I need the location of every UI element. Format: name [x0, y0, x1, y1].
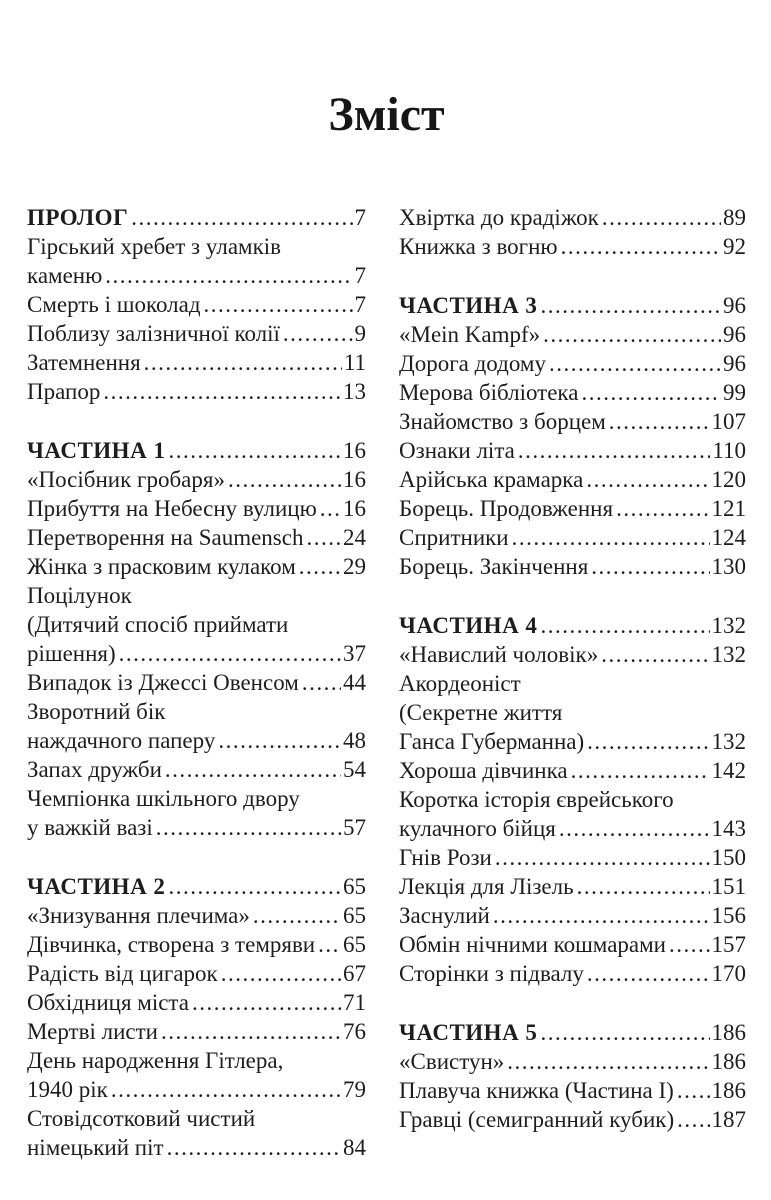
toc-entry	[399, 378, 746, 407]
toc-entry-line	[399, 1047, 746, 1076]
toc-page-number: 130	[711, 554, 746, 579]
toc-page-number: 157	[711, 932, 746, 957]
toc-page-number: 132	[711, 613, 746, 638]
toc-page-number: 96	[723, 322, 746, 347]
dot-leader	[167, 1133, 341, 1162]
toc-page-number: 132	[711, 729, 746, 754]
toc-entry-label: Випадок із Джессі Овенсом	[27, 670, 299, 695]
page-title: Зміст	[328, 88, 445, 141]
toc-entry-label: Перетворення на Saumensch	[27, 525, 304, 550]
dot-leader	[601, 640, 709, 669]
toc-page-number: 170	[711, 961, 746, 986]
toc-entry	[27, 581, 366, 668]
toc-entry	[27, 1046, 366, 1104]
toc-entry-label: Хвіртка до крадіжок	[399, 205, 599, 230]
toc-entry	[399, 523, 746, 552]
toc-entry-label: німецький піт	[27, 1135, 164, 1160]
toc-page-number: 121	[711, 496, 746, 521]
toc-chapter-entry	[27, 203, 366, 232]
toc-entry	[399, 669, 746, 756]
dot-leader	[228, 465, 341, 494]
toc-entry-label: Дівчинка, створена з темряви	[27, 932, 316, 957]
dot-leader	[306, 523, 341, 552]
toc-entry	[27, 1017, 366, 1046]
toc-entry-line	[27, 755, 366, 784]
toc-page-number: 186	[711, 1078, 746, 1103]
toc-entry-line	[399, 756, 746, 785]
toc-entry-label: Прапор	[27, 379, 101, 404]
toc-entry-label: Затемнення	[27, 350, 141, 375]
dot-leader	[602, 203, 721, 232]
dot-leader	[591, 552, 709, 581]
toc-entry-text-line: Поцілунок	[27, 583, 132, 608]
toc-entry-label: у важкій вазі	[27, 815, 153, 840]
toc-entry-label: Гнів Рози	[399, 845, 492, 870]
toc-entry	[27, 523, 366, 552]
toc-entry-label: каменю	[27, 263, 103, 288]
toc-entry-text-line: Зворотний бік	[27, 699, 166, 724]
toc-entry-text-line: Гірський хребет з уламків	[27, 234, 282, 259]
toc-entry	[399, 785, 746, 843]
toc-page-number: 37	[343, 641, 366, 666]
toc-entry-line	[27, 261, 366, 290]
dot-leader	[677, 1105, 709, 1134]
toc-entry-line	[399, 930, 746, 959]
toc-entry-label: «Посібник гробаря»	[27, 467, 225, 492]
toc-entry-line	[399, 436, 746, 465]
toc-chapter-entry	[27, 872, 366, 901]
toc-entry-text-line: Акордеоніст	[399, 671, 521, 696]
toc-entry-label: Жінка з прасковим кулаком	[27, 554, 296, 579]
dot-leader	[105, 261, 352, 290]
toc-entry-line	[399, 1105, 746, 1134]
toc-entry	[27, 552, 366, 581]
toc-entry-line	[399, 1018, 746, 1047]
toc-page-number: 96	[723, 293, 746, 318]
toc-page-number: 186	[711, 1049, 746, 1074]
toc-section	[399, 1018, 746, 1134]
dot-leader	[221, 959, 341, 988]
dot-leader	[677, 1076, 710, 1105]
dot-leader	[549, 349, 721, 378]
dot-leader	[559, 814, 710, 843]
toc-section	[399, 291, 746, 581]
dot-leader	[302, 668, 341, 697]
dot-leader	[320, 494, 341, 523]
toc-entry	[27, 348, 366, 377]
toc-page-number: 92	[723, 234, 746, 259]
dot-leader	[571, 756, 710, 785]
toc-entry-line	[27, 813, 366, 842]
toc-page-number: 11	[343, 350, 366, 375]
dot-leader	[161, 1017, 341, 1046]
toc-entry	[399, 494, 746, 523]
toc-entry-line	[399, 465, 746, 494]
toc-entry	[399, 203, 746, 232]
toc-entry-text-line: День народження Гітлера,	[27, 1048, 284, 1073]
toc-entry	[399, 349, 746, 378]
toc-entry-line	[399, 523, 746, 552]
dot-leader	[581, 378, 721, 407]
toc-entry-line	[27, 988, 366, 1017]
dot-leader	[318, 930, 341, 959]
toc-entry-line	[27, 930, 366, 959]
toc-entry-line	[399, 291, 746, 320]
toc-entry-line	[399, 407, 746, 436]
toc-entry-label: Поблизу залізничної колії	[27, 321, 280, 346]
toc-entry	[399, 465, 746, 494]
toc-entry-label: Хороша дівчинка	[399, 758, 568, 783]
toc-entry-line	[399, 640, 746, 669]
toc-page-number: 186	[711, 1020, 746, 1045]
toc-page-number: 16	[343, 496, 366, 521]
toc-entry-line	[399, 727, 746, 756]
toc-entry	[399, 756, 746, 785]
toc-entry-label: Дорога додому	[399, 351, 546, 376]
toc-entry-label: «Навислий чоловік»	[399, 642, 599, 667]
toc-entry-line	[27, 552, 366, 581]
dot-leader	[495, 843, 710, 872]
toc-page-number: 7	[354, 205, 366, 230]
toc-entry-line	[27, 1075, 366, 1104]
toc-entry-label: Лекція для Лізель	[399, 874, 574, 899]
toc-entry-label: Книжка з вогню	[399, 234, 558, 259]
toc-entry-label: Гравці (семигранний кубик)	[399, 1107, 675, 1132]
dot-leader	[507, 1047, 709, 1076]
toc-entry-line	[399, 203, 746, 232]
toc-entry	[27, 465, 366, 494]
dot-leader	[540, 291, 721, 320]
toc-entry	[399, 1076, 746, 1105]
toc-entry-line	[27, 872, 366, 901]
dot-leader	[156, 813, 341, 842]
toc-entry-line	[399, 872, 746, 901]
toc-page-number: 24	[343, 525, 366, 550]
toc-page-number: 13	[343, 379, 366, 404]
toc-entry-text-line: Чемпіонка шкільного двору	[27, 786, 300, 811]
toc-entry-label: «Mein Kampf»	[399, 322, 541, 347]
toc-entry-label: «Свистун»	[399, 1049, 505, 1074]
toc-entry	[27, 697, 366, 755]
toc-entry	[27, 959, 366, 988]
dot-leader	[283, 319, 353, 348]
dot-leader	[540, 611, 709, 640]
dot-leader	[587, 959, 710, 988]
dot-leader	[144, 348, 342, 377]
toc-entry	[27, 290, 366, 319]
toc-entry	[27, 930, 366, 959]
toc-column-2	[399, 203, 746, 1162]
toc-section	[27, 872, 366, 1162]
toc-entry-label: ЧАСТИНА 5	[399, 1020, 538, 1045]
toc-entry	[399, 959, 746, 988]
toc-entry	[399, 320, 746, 349]
toc	[27, 203, 746, 1162]
toc-entry-label: Обхідниця міста	[27, 990, 189, 1015]
toc-entry-label: Спритники	[399, 525, 509, 550]
toc-entry-line	[27, 290, 366, 319]
toc-entry-line	[27, 726, 366, 755]
toc-entry-label: кулачного бійця	[399, 816, 556, 841]
toc-entry-label: Сторінки з підвалу	[399, 961, 584, 986]
toc-chapter-entry	[399, 611, 746, 640]
toc-entry-text-line: (Дитячий спосіб приймати	[27, 612, 289, 637]
toc-entry	[27, 1104, 366, 1162]
toc-page-number: 143	[711, 816, 746, 841]
dot-leader	[540, 1018, 709, 1047]
toc-entry-label: Арійська крамарка	[399, 467, 584, 492]
toc-entry-label: Знайомство з борцем	[399, 409, 606, 434]
toc-entry-label: ЧАСТИНА 4	[399, 613, 538, 638]
toc-entry-label: Мерова бібліотека	[399, 380, 579, 405]
toc-page-number: 29	[343, 554, 366, 579]
toc-entry-line	[27, 377, 366, 406]
toc-entry	[27, 232, 366, 290]
toc-page-number: 110	[712, 438, 746, 463]
dot-leader	[218, 726, 341, 755]
toc-entry-line	[27, 668, 366, 697]
toc-chapter-entry	[399, 291, 746, 320]
toc-page-number: 107	[711, 409, 746, 434]
toc-entry	[27, 668, 366, 697]
toc-section	[399, 611, 746, 988]
toc-entry	[399, 1105, 746, 1134]
dot-leader	[253, 901, 341, 930]
toc-page-number: 79	[343, 1077, 366, 1102]
toc-entry	[399, 901, 746, 930]
toc-page-number: 7	[354, 292, 366, 317]
toc-entry-line	[27, 1017, 366, 1046]
toc-entry-line	[399, 232, 746, 261]
toc-entry-line	[399, 320, 746, 349]
toc-page-number: 16	[343, 438, 366, 463]
dot-leader	[616, 494, 709, 523]
toc-entry-label: Запах дружби	[27, 757, 162, 782]
toc-entry-text-line: (Секретне життя	[399, 700, 563, 725]
toc-entry	[27, 755, 366, 784]
toc-entry-label: 1940 рік	[27, 1077, 108, 1102]
toc-page-number: 150	[711, 845, 746, 870]
toc-entry-label: Заснулий	[399, 903, 490, 928]
dot-leader	[543, 320, 721, 349]
dot-leader	[165, 755, 341, 784]
toc-entry	[399, 436, 746, 465]
toc-entry-label: ЧАСТИНА 3	[399, 293, 538, 318]
toc-section	[399, 203, 746, 261]
toc-entry-line	[399, 611, 746, 640]
toc-entry-line	[27, 639, 366, 668]
dot-leader	[586, 465, 709, 494]
dot-leader	[103, 377, 341, 406]
toc-entry-label: Плавуча книжка (Частина І)	[399, 1078, 674, 1103]
dot-leader	[111, 1075, 341, 1104]
toc-entry-label: Борець. Закінчення	[399, 554, 589, 579]
toc-entry	[27, 784, 366, 842]
toc-entry-label: Мертві листи	[27, 1019, 158, 1044]
toc-page-number: 65	[343, 874, 366, 899]
toc-entry-line	[399, 378, 746, 407]
toc-page-number: 76	[343, 1019, 366, 1044]
toc-entry	[27, 988, 366, 1017]
toc-entry	[399, 1047, 746, 1076]
toc-entry-label: Смерть і шоколад	[27, 292, 201, 317]
toc-entry-line	[399, 1076, 746, 1105]
toc-page-number: 96	[723, 351, 746, 376]
toc-column-1	[27, 203, 366, 1162]
toc-entry-line	[27, 901, 366, 930]
toc-entry-text-line: Стовідсотковий чистий	[27, 1106, 256, 1131]
toc-page-number: 16	[343, 467, 366, 492]
dot-leader	[192, 988, 341, 1017]
toc-page-number: 120	[711, 467, 746, 492]
toc-section	[27, 436, 366, 842]
toc-entry	[27, 319, 366, 348]
toc-entry-line	[27, 436, 366, 465]
toc-entry	[27, 901, 366, 930]
toc-entry-label: Радість від цигарок	[27, 961, 218, 986]
toc-entry-line	[399, 349, 746, 378]
toc-page-number: 57	[343, 815, 366, 840]
toc-entry	[399, 552, 746, 581]
dot-leader	[587, 727, 709, 756]
toc-page-number: 187	[711, 1107, 746, 1132]
toc-page-number: 9	[354, 321, 366, 346]
toc-chapter-entry	[399, 1018, 746, 1047]
toc-entry-label: наждачного паперу	[27, 728, 216, 753]
dot-leader	[561, 232, 721, 261]
toc-entry-line	[399, 814, 746, 843]
toc-entry-line	[27, 494, 366, 523]
toc-entry-text-line: Коротка історія єврейського	[399, 787, 674, 812]
dot-leader	[131, 203, 352, 232]
toc-page-number: 65	[343, 903, 366, 928]
toc-page-number: 89	[723, 205, 746, 230]
dot-leader	[204, 290, 353, 319]
toc-entry-label: ЧАСТИНА 1	[27, 438, 166, 463]
toc-entry-line	[27, 319, 366, 348]
dot-leader	[669, 930, 710, 959]
toc-entry-line	[27, 523, 366, 552]
toc-chapter-entry	[27, 436, 366, 465]
toc-page-number: 44	[343, 670, 366, 695]
toc-entry-line	[27, 465, 366, 494]
toc-entry-line	[399, 552, 746, 581]
toc-entry-label: Борець. Продовження	[399, 496, 614, 521]
toc-entry-label: Обмін нічними кошмарами	[399, 932, 666, 957]
toc-entry	[27, 377, 366, 406]
toc-page-number: 48	[343, 728, 366, 753]
toc-page-number: 67	[343, 961, 366, 986]
toc-entry-line	[27, 1133, 366, 1162]
toc-entry-line	[399, 901, 746, 930]
toc-page-number: 7	[354, 263, 366, 288]
dot-leader	[577, 872, 710, 901]
toc-entry	[399, 407, 746, 436]
toc-page-number: 142	[711, 758, 746, 783]
toc-page-number: 99	[723, 380, 746, 405]
toc-page-number: 156	[711, 903, 746, 928]
dot-leader	[299, 552, 341, 581]
toc-entry-label: ПРОЛОГ	[27, 205, 129, 230]
toc-entry-label: Прибуття на Небесну вулицю	[27, 496, 317, 521]
toc-entry	[399, 872, 746, 901]
toc-page-number: 124	[711, 525, 746, 550]
toc-entry-label: ЧАСТИНА 2	[27, 874, 166, 899]
toc-page-number: 54	[343, 757, 366, 782]
toc-section	[27, 203, 366, 406]
dot-leader	[493, 901, 710, 930]
toc-entry	[399, 930, 746, 959]
dot-leader	[518, 436, 710, 465]
toc-entry	[399, 232, 746, 261]
toc-entry-line	[27, 959, 366, 988]
toc-entry-label: рішення)	[27, 641, 116, 666]
toc-entry-line	[27, 203, 366, 232]
toc-entry-label: Ганса Губерманна)	[399, 729, 585, 754]
dot-leader	[168, 436, 341, 465]
toc-entry-label: «Знизування плечима»	[27, 903, 250, 928]
dot-leader	[609, 407, 710, 436]
toc-entry	[399, 640, 746, 669]
toc-page-number: 71	[343, 990, 366, 1015]
toc-entry	[27, 494, 366, 523]
toc-entry-line	[27, 348, 366, 377]
toc-entry-line	[399, 494, 746, 523]
toc-entry-label: Ознаки літа	[399, 438, 515, 463]
toc-entry-line	[399, 959, 746, 988]
toc-page-number: 84	[343, 1135, 366, 1160]
dot-leader	[168, 872, 341, 901]
toc-entry	[399, 843, 746, 872]
toc-page-number: 151	[711, 874, 746, 899]
dot-leader	[512, 523, 710, 552]
toc-page-number: 65	[343, 932, 366, 957]
dot-leader	[119, 639, 341, 668]
toc-entry-line	[399, 843, 746, 872]
toc-page-number: 132	[711, 642, 746, 667]
